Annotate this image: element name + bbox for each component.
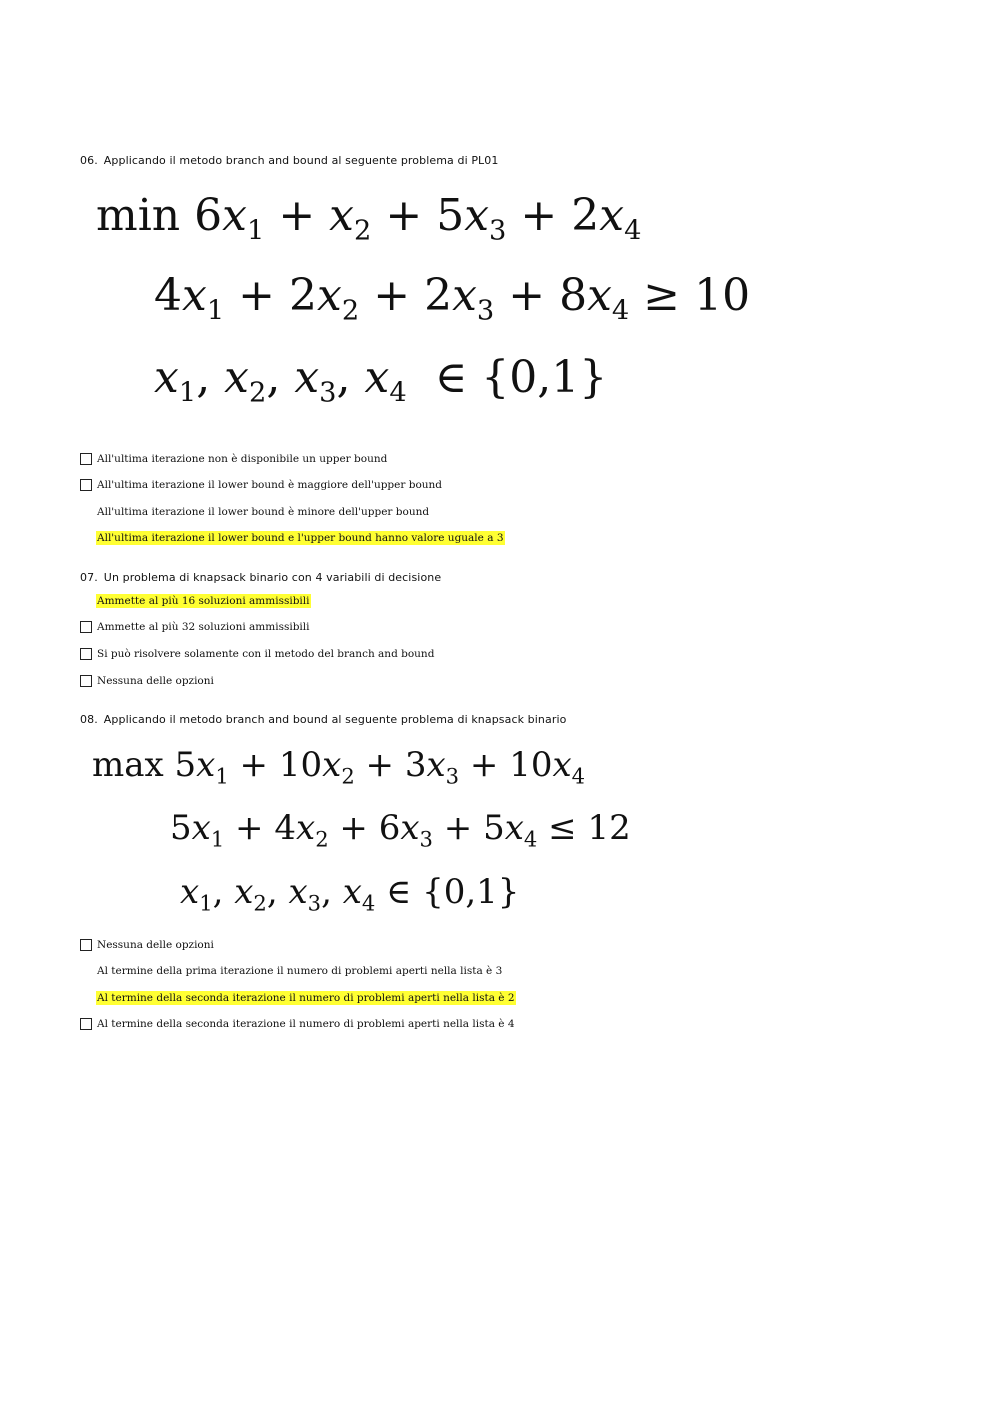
- option-06-1[interactable]: [80, 451, 388, 467]
- option-text: Al termine della prima iterazione il numero di problemi aperti nella lista è 3: [97, 965, 503, 977]
- var-index: 4: [361, 890, 376, 916]
- var: x: [329, 190, 354, 241]
- option-07-2[interactable]: [80, 619, 311, 635]
- checkbox[interactable]: [80, 453, 92, 465]
- domain-constraint: $x_1$, $x_2$, $x_3$, $x_4$ ∈ {0,1}: [154, 352, 608, 409]
- var: x: [504, 808, 524, 848]
- var: x: [182, 270, 207, 321]
- var: x: [426, 745, 446, 785]
- objective-function: $\max 5x_1 + 10x_2 + 3x_3 + 10x_4$: [92, 745, 586, 789]
- relation: ≤: [548, 808, 577, 848]
- coef: 4: [274, 808, 296, 848]
- coef: 5: [436, 190, 465, 241]
- coef: 5: [483, 808, 505, 848]
- var-index: 4: [523, 826, 538, 852]
- option-text-highlighted: Al termine della seconda iterazione il numero di problemi aperti nella lista è 2: [97, 992, 515, 1004]
- option-07-4[interactable]: [80, 673, 215, 689]
- coef: 2: [424, 270, 453, 321]
- objective-function: $\min 6x_1 + x_2 + 5x_3 + 2x_4$: [96, 190, 642, 247]
- question-text: Applicando il metodo branch and bound al seguente problema di PL01: [103, 154, 499, 167]
- checkbox[interactable]: [80, 479, 92, 491]
- var: x: [317, 270, 342, 321]
- question-07-title: [80, 571, 441, 584]
- var-index: 1: [199, 890, 213, 916]
- option-08-3[interactable]: [80, 990, 516, 1006]
- var-index: 1: [246, 215, 265, 247]
- coef: 2: [571, 190, 600, 241]
- option-06-4[interactable]: [80, 530, 505, 546]
- var: x: [222, 190, 247, 241]
- option-08-2[interactable]: [80, 963, 503, 979]
- var: x: [464, 190, 490, 241]
- objective-op: max: [92, 745, 164, 785]
- question-06-title: [80, 154, 498, 167]
- checkbox[interactable]: [80, 675, 92, 687]
- var-index: 1: [210, 826, 225, 852]
- question-number: 06.: [80, 154, 98, 167]
- coef: 8: [559, 270, 588, 321]
- option-text: All'ultima iterazione il lower bound è minore dell'upper bound: [97, 506, 430, 518]
- coef: 5: [174, 745, 197, 785]
- var-index: 4: [389, 377, 407, 409]
- var-index: 1: [206, 295, 225, 327]
- var-index: 2: [341, 763, 355, 789]
- checkbox[interactable]: [80, 648, 92, 660]
- var: x: [452, 270, 477, 321]
- question-number: 07.: [80, 571, 98, 584]
- checkbox[interactable]: [80, 1018, 92, 1030]
- var-index: 1: [178, 377, 197, 409]
- var: x: [296, 808, 316, 848]
- var: x: [587, 270, 612, 321]
- objective-op: min: [96, 190, 181, 241]
- var: x: [400, 808, 420, 848]
- option-text: Al termine della seconda iterazione il numero di problemi aperti nella lista è 4: [97, 1018, 515, 1030]
- rhs: 12: [587, 808, 631, 848]
- option-text: Si può risolvere solamente con il metodo del branch and bound: [97, 648, 435, 660]
- var-index: 2: [249, 377, 267, 409]
- var: x: [191, 808, 211, 848]
- var: x: [599, 190, 625, 241]
- question-number: 08.: [80, 713, 98, 726]
- option-06-3[interactable]: [80, 504, 430, 520]
- checkbox[interactable]: [80, 621, 92, 633]
- option-text: Ammette al più 32 soluzioni ammissibili: [97, 621, 310, 633]
- var-index: 3: [319, 377, 337, 409]
- option-07-1[interactable]: [80, 593, 311, 609]
- var-index: 2: [253, 890, 267, 916]
- question-text: Applicando il metodo branch and bound al seguente problema di knapsack binario: [103, 713, 567, 726]
- var: x: [322, 745, 342, 785]
- var-index: 4: [611, 295, 630, 327]
- option-text: All'ultima iterazione il lower bound è maggiore dell'upper bound: [97, 479, 443, 491]
- option-07-3[interactable]: [80, 646, 435, 662]
- question-08-title: [80, 713, 566, 726]
- coef: 6: [378, 808, 401, 848]
- var: x: [196, 745, 216, 785]
- option-08-1[interactable]: [80, 937, 215, 953]
- var-index: 3: [445, 763, 460, 789]
- constraint: $5x_1 + 4x_2 + 6x_3 + 5x_4 \le 12$: [170, 808, 631, 852]
- coef: 2: [289, 270, 318, 321]
- var: x: [552, 745, 572, 785]
- var-index: 2: [341, 295, 360, 327]
- option-06-2[interactable]: [80, 477, 443, 493]
- coef: 5: [170, 808, 192, 848]
- var-index: 3: [489, 215, 507, 247]
- option-text-highlighted: All'ultima iterazione il lower bound e l'upper bound hanno valore uguale a 3: [97, 532, 504, 544]
- var-index: 1: [215, 763, 229, 789]
- domain-set: ∈ {0,1}: [434, 352, 608, 403]
- constraint: $4x_1 + 2x_2 + 2x_3 + 8x_4 \ge 10$: [154, 270, 751, 327]
- option-08-4[interactable]: [80, 1016, 516, 1032]
- coef: 4: [154, 270, 182, 321]
- var-index: 2: [354, 215, 372, 247]
- var-index: 3: [476, 295, 495, 327]
- var-index: 4: [571, 763, 586, 789]
- coef: 6: [194, 190, 223, 241]
- var-index: 2: [315, 826, 329, 852]
- var-index: 4: [624, 215, 642, 247]
- var-index: 3: [419, 826, 433, 852]
- coef: 3: [404, 745, 427, 785]
- option-text: Nessuna delle opzioni: [97, 939, 214, 951]
- coef: 10: [509, 745, 553, 785]
- domain-constraint: $x_1$, $x_2$, $x_3$, $x_4$ ∈ {0,1}: [180, 872, 520, 916]
- rhs: 10: [694, 270, 751, 321]
- relation: ≥: [643, 270, 681, 321]
- question-text: Un problema di knapsack binario con 4 variabili di decisione: [103, 571, 442, 584]
- checkbox[interactable]: [80, 939, 92, 951]
- coef: 10: [278, 745, 323, 785]
- option-text: All'ultima iterazione non è disponibile un upper bound: [97, 453, 388, 465]
- domain-set: ∈ {0,1}: [386, 872, 520, 912]
- var-index: 3: [307, 890, 322, 916]
- option-text-highlighted: Ammette al più 16 soluzioni ammissibili: [97, 595, 310, 607]
- option-text: Nessuna delle opzioni: [97, 675, 214, 687]
